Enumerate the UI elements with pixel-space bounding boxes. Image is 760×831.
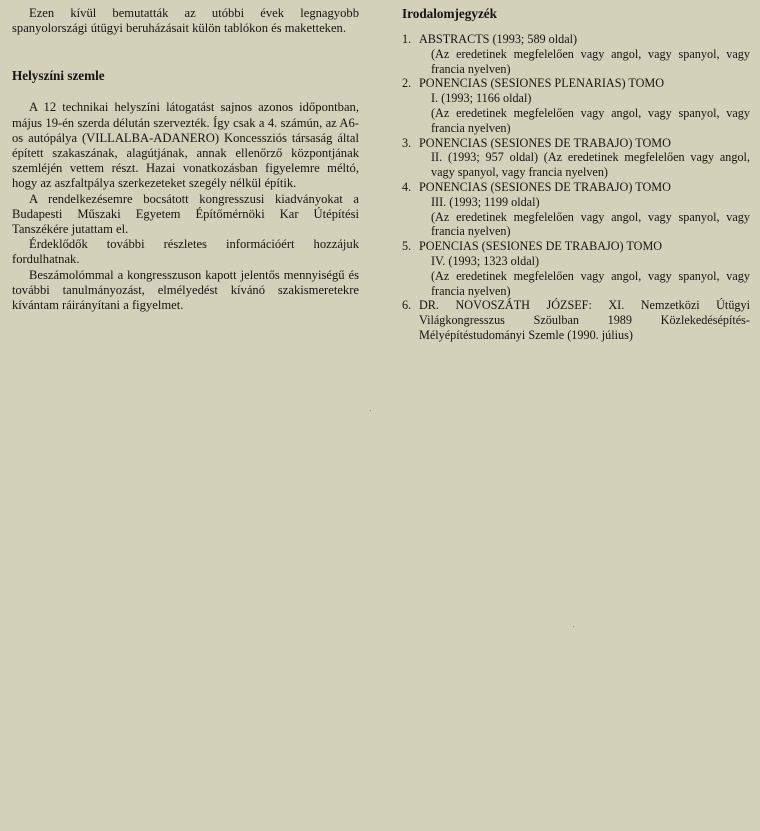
body-paragraph-1: A 12 technikai helyszíni látogatást sajnos azonos időpontban, május 19-én szerda délután szervezték. Így csak a 4. számún, az A6-os autópálya (VILLALBA-ADANERO) Koncessziós társaság által épített szakaszának, alagútjának, annak ellenőrző központjának szemléjén vettem részt. Hazai vonatkozásban figyelemre méltó, hogy az aszfaltpálya szerkezeteket szegély nélkül építik. bbox=[12, 100, 359, 191]
reference-item bbox=[402, 76, 750, 135]
reference-number: 5. bbox=[402, 239, 412, 254]
reference-number: 4. bbox=[402, 179, 412, 194]
reference-title: DR. NOVOSZÁTH JÓZSEF: XI. Nemzetközi Útügyi Világkongresszus Szöulban 1989 Közlekedésépítés- Mélyépítéstudományi Szemle (1990. július) bbox=[419, 298, 750, 342]
reference-list bbox=[402, 32, 750, 343]
reference-volume: III. (1993; 1199 oldal) bbox=[431, 194, 540, 209]
reference-note: (Az eredetinek megfelelően vagy angol, vagy spanyol, vagy francia nyelven) bbox=[431, 268, 750, 298]
reference-item bbox=[402, 32, 750, 76]
reference-note: (Az eredetinek megfelelően vagy angol, vagy spanyol, vagy francia nyelven) bbox=[431, 105, 750, 135]
body-paragraph-4: Beszámolómmal a kongresszuson kapott jelentős mennyiségű és további tanulmányozást, elmélyedést kívánó szakismeretekre kívántam ráirányítani a figyelmet. bbox=[12, 267, 359, 313]
reference-number: 2. bbox=[402, 76, 412, 91]
reference-title: PONENCIAS (SESIONES DE TRABAJO) TOMO bbox=[419, 135, 671, 150]
reference-volume: II. (1993; 957 oldal) (Az eredetinek megfelelően vagy angol, vagy spanyol, vagy francia nyelven) bbox=[431, 150, 750, 180]
right-column bbox=[402, 6, 750, 343]
section-heading-helyszini-szemle: Helyszíni szemle bbox=[12, 68, 105, 84]
reference-item bbox=[402, 298, 750, 342]
reference-number: 1. bbox=[402, 32, 412, 46]
scan-speck bbox=[573, 626, 574, 627]
reference-number: 6. bbox=[402, 298, 412, 313]
bibliography-heading: Irodalomjegyzék bbox=[402, 6, 497, 21]
reference-title: PONENCIAS (SESIONES DE TRABAJO) TOMO bbox=[419, 179, 671, 194]
reference-title: ABSTRACTS (1993; 589 oldal) bbox=[419, 32, 578, 46]
reference-item bbox=[402, 136, 750, 180]
reference-item bbox=[402, 180, 750, 239]
reference-item bbox=[402, 239, 750, 298]
reference-note: (Az eredetinek megfelelően vagy angol, vagy spanyol, vagy francia nyelven) bbox=[431, 46, 750, 76]
left-column bbox=[12, 6, 359, 313]
reference-title: POENCIAS (SESIONES DE TRABAJO) TOMO bbox=[419, 239, 663, 254]
body-paragraph-2: A rendelkezésemre bocsátott kongresszusi kiadványokat a Budapesti Műszaki Egyetem Építőmérnöki Kar Útépítési Tanszékére jutattam el. bbox=[12, 191, 359, 237]
reference-volume: I. (1993; 1166 oldal) bbox=[431, 91, 532, 106]
intro-paragraph: Ezen kívül bemutatták az utóbbi évek legnagyobb spanyolországi útügyi beruházásait külön tablókon és maketteken. bbox=[12, 6, 359, 36]
reference-volume: IV. (1993; 1323 oldal) bbox=[431, 253, 540, 268]
reference-note: (Az eredetinek megfelelően vagy angol, vagy spanyol, vagy francia nyelven) bbox=[431, 209, 750, 239]
body-paragraph-3: Érdeklődők további részletes információért hozzájuk fordulhatnak. bbox=[12, 237, 359, 267]
scan-speck bbox=[370, 410, 371, 411]
reference-number: 3. bbox=[402, 135, 412, 150]
reference-title: PONENCIAS (SESIONES PLENARIAS) TOMO bbox=[419, 76, 665, 91]
